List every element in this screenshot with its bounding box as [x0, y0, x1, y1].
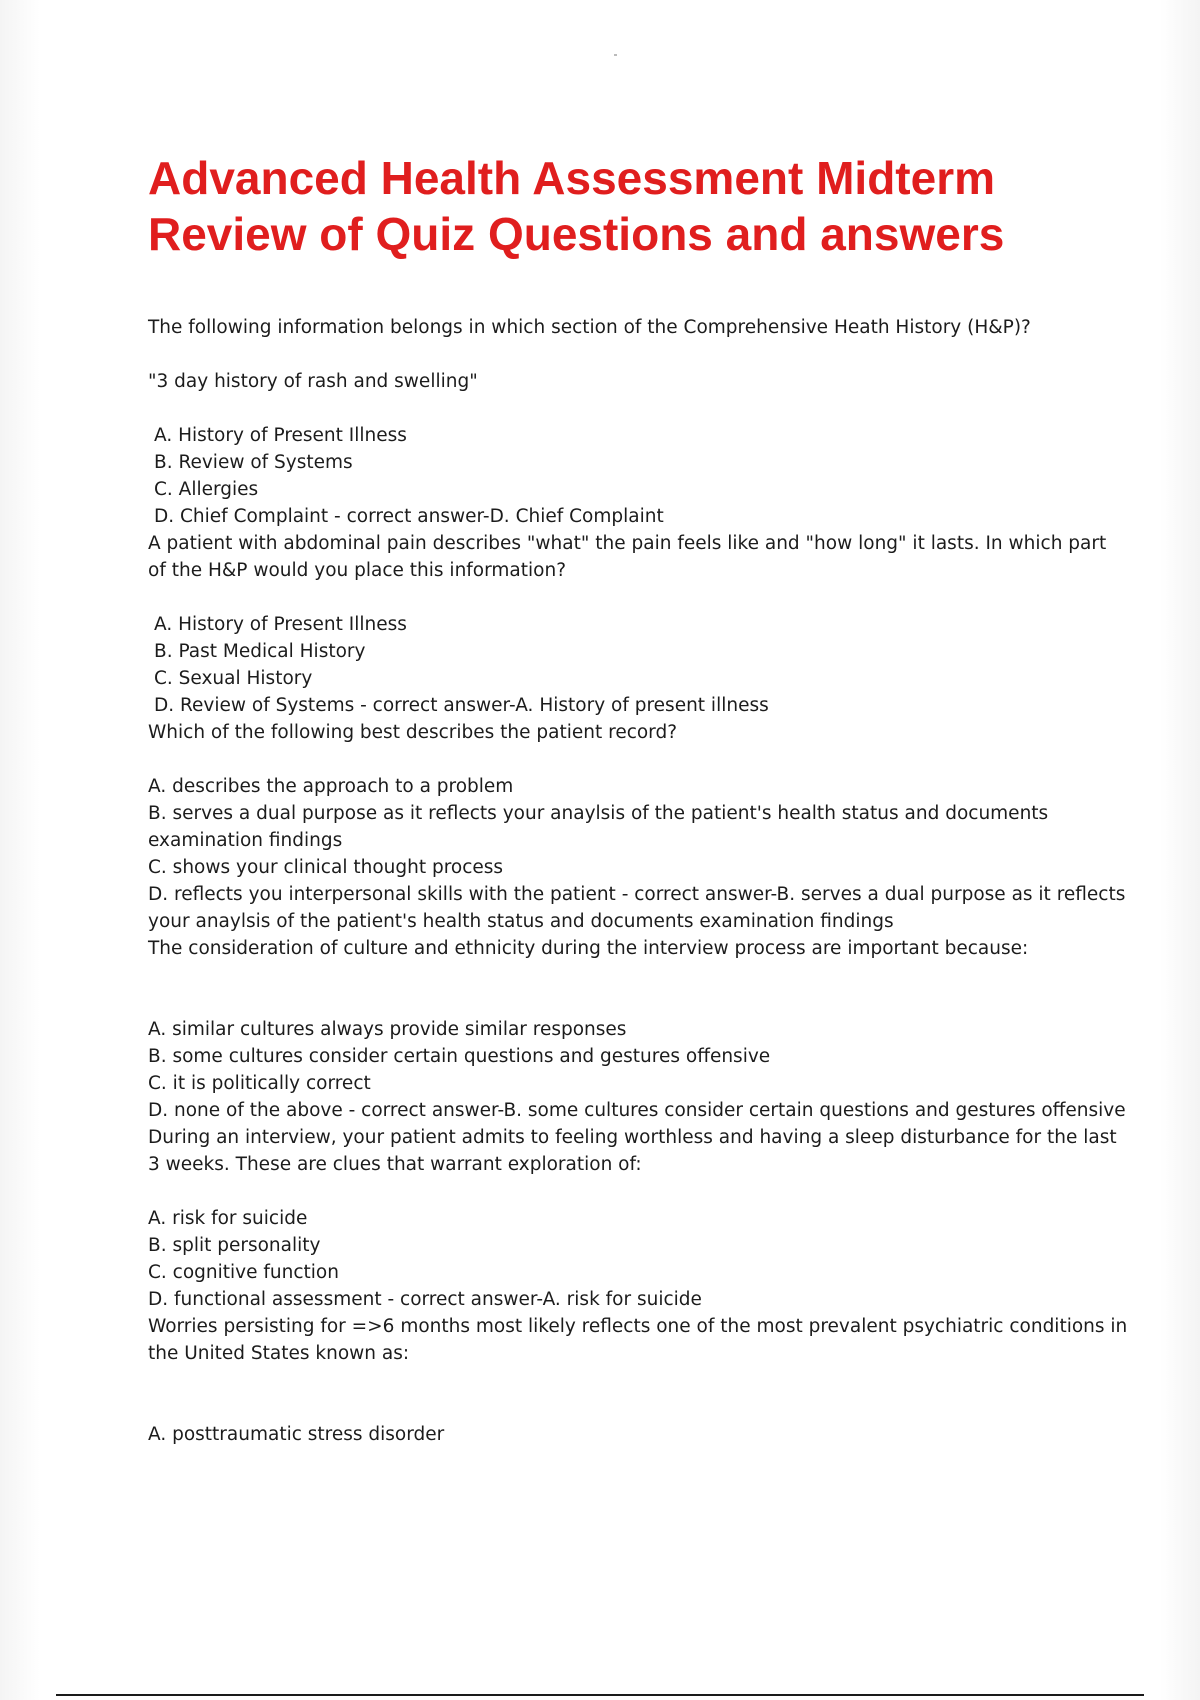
answer-option-correct: D. reflects you interpersonal skills with the patient - correct answer-B. serves a dual purpose as it reflects — [148, 884, 1126, 905]
answer-option: B. split personality — [148, 1235, 321, 1256]
question-stem-continued: of the H&P would you place this information? — [148, 560, 567, 581]
answer-option: B. some cultures consider certain questions and gestures offensive — [148, 1046, 771, 1067]
answer-option: C. it is politically correct — [148, 1073, 371, 1094]
question-stem: The consideration of culture and ethnicity during the interview process are important because: — [148, 938, 1029, 959]
answer-option: A. describes the approach to a problem — [148, 776, 514, 797]
question-quote: "3 day history of rash and swelling" — [148, 371, 478, 392]
answer-option: B. Review of Systems — [154, 452, 353, 473]
answer-option: C. cognitive function — [148, 1262, 339, 1283]
document-title — [148, 150, 1108, 262]
answer-option-correct: D. functional assessment - correct answer-A. risk for suicide — [148, 1289, 702, 1310]
question-2 — [148, 530, 1107, 719]
answer-option: A. similar cultures always provide similar responses — [148, 1019, 627, 1040]
question-stem: Worries persisting for =>6 months most likely reflects one of the most prevalent psychiatric conditions in — [148, 1316, 1128, 1337]
question-stem-continued: 3 weeks. These are clues that warrant exploration of: — [148, 1154, 642, 1175]
question-stem: A patient with abdominal pain describes "what" the pain feels like and "how long" it lasts. In which part — [148, 533, 1107, 554]
page-bottom-rule — [56, 1694, 1144, 1696]
question-4 — [148, 935, 1126, 1124]
quiz-content — [148, 314, 1128, 1448]
answer-option-correct: D. Review of Systems - correct answer-A. History of present illness — [154, 695, 769, 716]
question-5 — [148, 1124, 1117, 1313]
answer-option: C. Allergies — [154, 479, 259, 500]
question-stem: Which of the following best describes the patient record? — [148, 722, 678, 743]
answer-option-correct: D. none of the above - correct answer-B. some cultures consider certain questions and gestures offensive — [148, 1100, 1126, 1121]
answer-option: A. History of Present Illness — [154, 614, 407, 635]
answer-option: B. Past Medical History — [154, 641, 366, 662]
question-stem-continued: the United States known as: — [148, 1343, 410, 1364]
answer-option: A. posttraumatic stress disorder — [148, 1424, 445, 1445]
question-stem: During an interview, your patient admits to feeling worthless and having a sleep disturbance for the last — [148, 1127, 1117, 1148]
question-stem: The following information belongs in which section of the Comprehensive Heath History (H&P)? — [148, 317, 1031, 338]
answer-option: C. Sexual History — [154, 668, 313, 689]
answer-option: A. History of Present Illness — [154, 425, 407, 446]
answer-option: B. serves a dual purpose as it reflects your anaylsis of the patient's health status and documents — [148, 803, 1049, 824]
answer-option-continued: your anaylsis of the patient's health status and documents examination findings — [148, 911, 894, 932]
title-line-2: Review of Quiz Questions and answers — [148, 208, 1005, 260]
question-3 — [148, 719, 1126, 935]
scan-speck — [614, 54, 617, 56]
question-1 — [148, 314, 1098, 530]
answer-option-continued: examination findings — [148, 830, 343, 851]
answer-option-correct: D. Chief Complaint - correct answer-D. Chief Complaint — [154, 506, 664, 527]
answer-option: C. shows your clinical thought process — [148, 857, 504, 878]
title-line-1: Advanced Health Assessment Midterm — [148, 152, 996, 204]
answer-option: A. risk for suicide — [148, 1208, 308, 1229]
question-6 — [148, 1313, 1128, 1448]
